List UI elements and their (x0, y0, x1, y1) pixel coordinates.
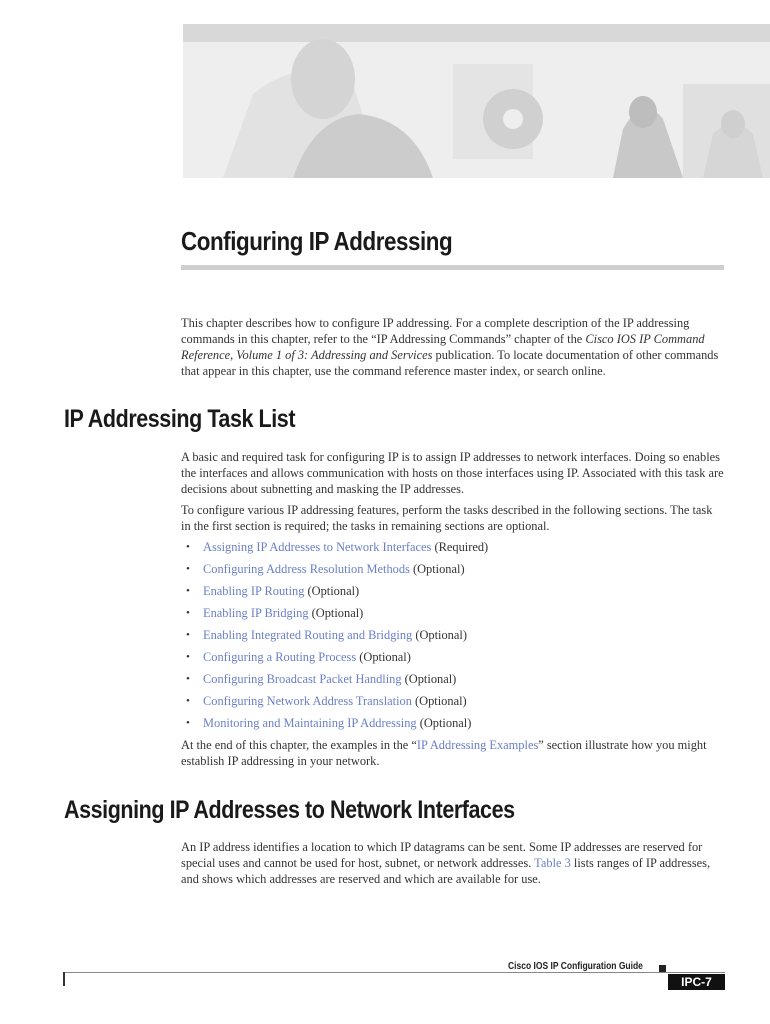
title-rule (181, 265, 724, 270)
task-list-item (181, 560, 724, 582)
bullet-icon: • (186, 541, 190, 553)
task-link[interactable]: Enabling IP Routing (203, 584, 305, 598)
task-link[interactable]: Configuring a Routing Process (203, 650, 357, 664)
task-list-item (181, 670, 724, 692)
task-requirement-note: (Optional) (411, 694, 467, 708)
footer-left-bar (63, 972, 65, 986)
footer-square-marker (659, 965, 666, 972)
task-list-item (181, 714, 724, 736)
link-ip-addressing-examples[interactable]: IP Addressing Examples (416, 738, 539, 752)
task-requirement-note: (Optional) (304, 584, 360, 598)
bullet-icon: • (186, 607, 190, 619)
task-link[interactable]: Enabling IP Bridging (203, 606, 309, 620)
bullet-icon: • (186, 673, 190, 685)
task-list-closing-paragraph (181, 737, 724, 769)
task-requirement-note: (Optional) (308, 606, 364, 620)
task-list-item (181, 538, 724, 560)
assign-text-before: An IP address identifies a location to which IP datagrams can be sent. Some IP addresses are reserved for special uses and cannot be used for host, subnet, or network addresses. (181, 840, 703, 870)
closing-text-after: ” section illustrate how you might establish IP addressing in your network. (181, 738, 707, 768)
task-list-item (181, 604, 724, 626)
task-link[interactable]: Enabling Integrated Routing and Bridging (203, 628, 413, 642)
chapter-title: Configuring IP Addressing (181, 226, 453, 256)
chapter-banner-image (183, 24, 770, 178)
assign-text-after: lists ranges of IP addresses, and shows which addresses are reserved and which are available for use. (181, 856, 711, 886)
task-link[interactable]: Monitoring and Maintaining IP Addressing (203, 716, 417, 730)
task-requirement-note: (Optional) (356, 650, 411, 664)
task-requirement-note: (Required) (431, 540, 489, 554)
bullet-icon: • (186, 585, 190, 597)
task-list-item (181, 648, 724, 670)
section-heading-assigning-ip: Assigning IP Addresses to Network Interfaces (64, 796, 515, 824)
bullet-icon: • (186, 717, 190, 729)
bullet-icon: • (186, 695, 190, 707)
task-requirement-note: (Optional) (416, 716, 472, 730)
task-list (181, 538, 724, 736)
task-link[interactable]: Configuring Broadcast Packet Handling (203, 672, 402, 686)
footer-rule (64, 972, 725, 973)
task-requirement-note: (Optional) (401, 672, 457, 686)
bullet-icon: • (186, 651, 190, 663)
bullet-icon: • (186, 563, 190, 575)
task-list-item (181, 626, 724, 648)
intro-segment: Cisco IOS IP Command Reference, Volume 1 of 3: Addressing and Services (181, 332, 705, 362)
task-list-paragraph-1: A basic and required task for configuring IP is to assign IP addresses to network interfaces. Doing so enables the interfaces and allows communication with hosts on those interfaces using IP. Associated with this task are decisions about subnetting and masking the IP addresses. (181, 450, 724, 496)
closing-text-before: At the end of this chapter, the examples in the “ (181, 738, 417, 752)
task-list-item (181, 692, 724, 714)
bullet-icon: • (186, 629, 190, 641)
chapter-intro-paragraph (181, 315, 724, 379)
banner-illustration (183, 24, 770, 178)
task-link[interactable]: Configuring Address Resolution Methods (203, 562, 410, 576)
section-heading-task-list: IP Addressing Task List (64, 405, 296, 433)
assigning-ip-paragraph (181, 839, 724, 887)
task-link[interactable]: Configuring Network Address Translation (203, 694, 412, 708)
task-requirement-note: (Optional) (412, 628, 467, 642)
link-table-3[interactable]: Table 3 (534, 856, 571, 870)
task-list-item (181, 582, 724, 604)
footer-guide-title: Cisco IOS IP Configuration Guide (508, 961, 643, 972)
task-list-paragraph-2: To configure various IP addressing features, perform the tasks described in the following sections. The task in the first section is required; the tasks in remaining sections are optional. (181, 503, 713, 533)
task-requirement-note: (Optional) (409, 562, 465, 576)
intro-segment: This chapter describes how to configure IP addressing. For a complete description of the IP addressing commands in this chapter, refer to the “IP Addressing Commands” chapter of the (181, 316, 690, 346)
task-link[interactable]: Assigning IP Addresses to Network Interfaces (203, 540, 432, 554)
page-number-badge: IPC-7 (668, 974, 725, 990)
intro-segment: publication. To locate documentation of other commands that appear in this chapter, use the command reference master index, or search online. (181, 348, 719, 378)
